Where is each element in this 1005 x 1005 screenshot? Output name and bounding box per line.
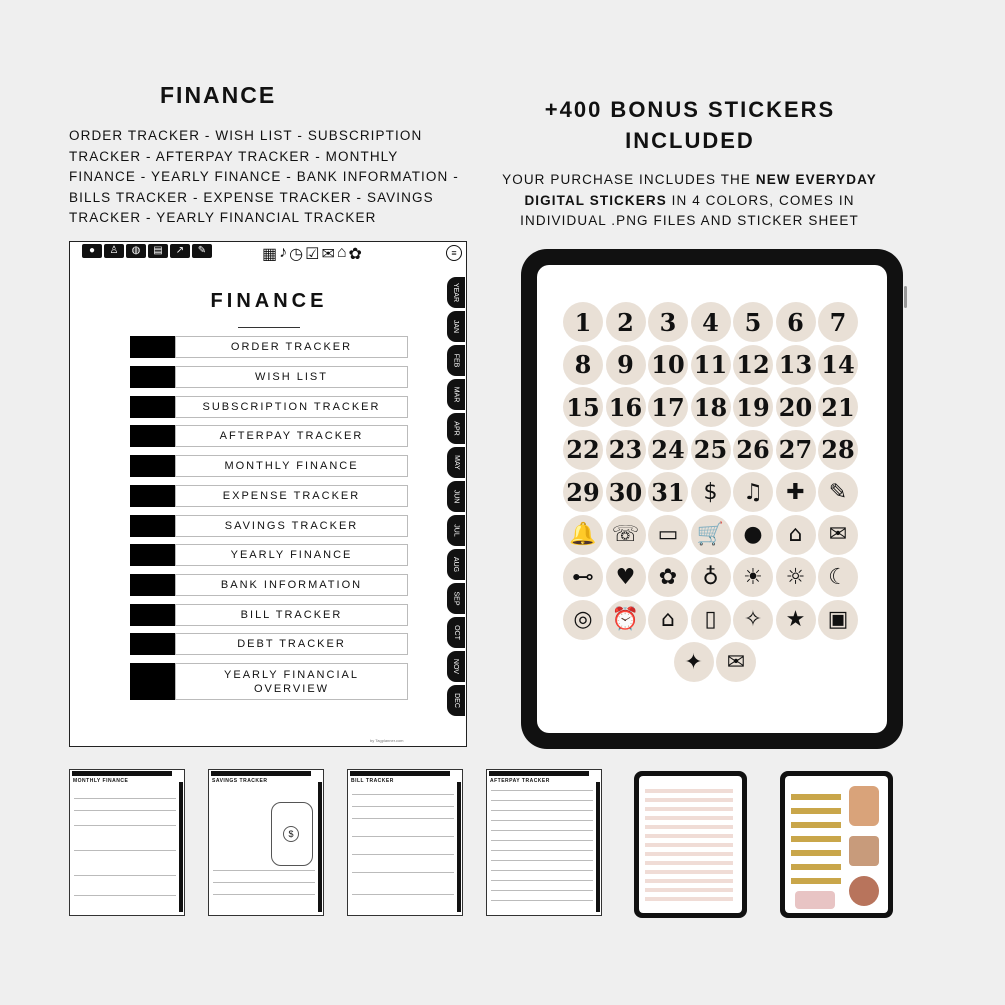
tab-sep[interactable]: SEP xyxy=(447,583,465,614)
sticker-number-20[interactable]: 20 xyxy=(776,387,816,427)
phone-icon[interactable]: ☏ xyxy=(606,515,646,555)
sticker-number-11[interactable]: 11 xyxy=(691,345,731,385)
tab-jul[interactable]: JUL xyxy=(447,515,465,546)
thumb-monthly-finance[interactable]: MONTHLY FINANCE xyxy=(69,769,185,916)
money-icon[interactable]: ▤ xyxy=(148,244,168,258)
finance-description: ORDER TRACKER - WISH LIST - SUBSCRIPTION TRACKER - AFTERPAY TRACKER - MONTHLY FINANCE - YEARLY FINANCE - BANK INFORMATION - BILLS TRACKER - EXPENSE TRACKER - SAVINGS TRACKER - YEARLY FINANCIAL TRACKER xyxy=(69,128,459,225)
sticker-number-7[interactable]: 7 xyxy=(818,302,858,342)
tab-aug[interactable]: AUG xyxy=(447,549,465,580)
cart-icon[interactable]: 🛒 xyxy=(691,515,731,555)
sun-icon[interactable]: ☼ xyxy=(776,557,816,597)
sticker-number-15[interactable]: 15 xyxy=(563,387,603,427)
tab-year[interactable]: YEAR xyxy=(447,277,465,308)
sticker-number-8[interactable]: 8 xyxy=(563,345,603,385)
menu-row-subscription-tracker[interactable]: SUBSCRIPTION TRACKER xyxy=(130,396,408,418)
alarm-clock-icon[interactable]: ⏰ xyxy=(606,600,646,640)
sticker-number-28[interactable]: 28 xyxy=(818,430,858,470)
lightbulb-icon[interactable]: ✧ xyxy=(733,600,773,640)
finance-heading: FINANCE xyxy=(160,82,277,108)
tablet-side-button xyxy=(904,286,907,308)
sticker-number-23[interactable]: 23 xyxy=(606,430,646,470)
thumb-bill-tracker[interactable]: BILL TRACKER xyxy=(347,769,463,916)
sticker-number-13[interactable]: 13 xyxy=(776,345,816,385)
menu-row-bank-information[interactable]: BANK INFORMATION xyxy=(130,574,408,596)
bell-icon[interactable]: 🔔 xyxy=(563,515,603,555)
sticker-number-10[interactable]: 10 xyxy=(648,345,688,385)
paw-icon[interactable]: ✿ xyxy=(648,557,688,597)
chart-icon[interactable]: ↗ xyxy=(170,244,190,258)
tab-feb[interactable]: FEB xyxy=(447,345,465,376)
book-icon[interactable]: ▯ xyxy=(691,600,731,640)
sticker-number-2[interactable]: 2 xyxy=(606,302,646,342)
menu-row-yearly-finance[interactable]: YEARLY FINANCE xyxy=(130,544,408,566)
meditate-icon[interactable]: ♙ xyxy=(104,244,124,258)
tab-may[interactable]: MAY xyxy=(447,447,465,478)
menu-row-bill-tracker[interactable]: BILL TRACKER xyxy=(130,604,408,626)
tab-apr[interactable]: APR xyxy=(447,413,465,444)
mini-tablet-deco-stickers xyxy=(780,771,893,918)
sticker-number-5[interactable]: 5 xyxy=(733,302,773,342)
sticker-number-19[interactable]: 19 xyxy=(733,387,773,427)
sticker-number-26[interactable]: 26 xyxy=(733,430,773,470)
tab-jun[interactable]: JUN xyxy=(447,481,465,512)
menu-row-order-tracker[interactable]: ORDER TRACKER xyxy=(130,336,408,358)
heart-icon[interactable]: ♥ xyxy=(606,557,646,597)
sticker-number-16[interactable]: 16 xyxy=(606,387,646,427)
clock-icon[interactable]: ◷ xyxy=(289,246,304,263)
music-note-icon[interactable]: ♫ xyxy=(733,472,773,512)
sticker-number-9[interactable]: 9 xyxy=(606,345,646,385)
shoe-icon[interactable]: ⌂ xyxy=(776,515,816,555)
bank-icon[interactable]: ⌂ xyxy=(336,244,347,261)
menu-row-monthly-finance[interactable]: MONTHLY FINANCE xyxy=(130,455,408,477)
menu-row-savings-tracker[interactable]: SAVINGS TRACKER xyxy=(130,515,408,537)
sticker-number-22[interactable]: 22 xyxy=(563,430,603,470)
menu-row-expense-tracker[interactable]: EXPENSE TRACKER xyxy=(130,485,408,507)
sticker-number-27[interactable]: 27 xyxy=(776,430,816,470)
sticker-number-17[interactable]: 17 xyxy=(648,387,688,427)
moon-icon[interactable]: ☾ xyxy=(818,557,858,597)
sticker-sheet-screen xyxy=(537,265,887,733)
checklist-icon[interactable]: ☑ xyxy=(305,246,320,263)
thumb-savings-tracker[interactable]: SAVINGS TRACKER $ xyxy=(208,769,324,916)
calendar-icon[interactable]: ▦ xyxy=(262,246,278,263)
sticker-number-6[interactable]: 6 xyxy=(776,302,816,342)
sticker-number-21[interactable]: 21 xyxy=(818,387,858,427)
sticker-number-4[interactable]: 4 xyxy=(691,302,731,342)
sticker-number-3[interactable]: 3 xyxy=(648,302,688,342)
sticker-number-30[interactable]: 30 xyxy=(606,472,646,512)
gift-icon[interactable]: ▣ xyxy=(818,600,858,640)
star-icon[interactable]: ★ xyxy=(776,600,816,640)
tab-dec[interactable]: DEC xyxy=(447,685,465,716)
menu-icon[interactable]: ≡ xyxy=(446,245,462,261)
sparkle-icon[interactable]: ✦ xyxy=(674,642,714,682)
tab-jan[interactable]: JAN xyxy=(447,311,465,342)
target-icon[interactable]: ◎ xyxy=(563,600,603,640)
laptop-icon[interactable]: ▭ xyxy=(648,515,688,555)
sticker-number-25[interactable]: 25 xyxy=(691,430,731,470)
house-icon[interactable]: ⌂ xyxy=(648,600,688,640)
tablet-frame xyxy=(521,249,903,749)
sticker-number-1[interactable]: 1 xyxy=(563,302,603,342)
planner-top-icons-right xyxy=(262,244,362,264)
sticker-number-31[interactable]: 31 xyxy=(648,472,688,512)
sticker-number-18[interactable]: 18 xyxy=(691,387,731,427)
money-envelope-icon[interactable]: ✉ xyxy=(716,642,756,682)
bell-icon[interactable]: ♪ xyxy=(279,244,288,261)
coins-icon[interactable]: ◍ xyxy=(126,244,146,258)
cross-icon[interactable]: ✚ xyxy=(776,472,816,512)
idea-icon[interactable]: ✿ xyxy=(348,246,362,263)
tab-mar[interactable]: MAR xyxy=(447,379,465,410)
menu-row-wish-list[interactable]: WISH LIST xyxy=(130,366,408,388)
planner-title: FINANCE xyxy=(210,290,328,312)
tab-oct[interactable]: OCT xyxy=(447,617,465,648)
user-icon[interactable]: ● xyxy=(82,244,102,258)
drop-icon[interactable]: ● xyxy=(733,515,773,555)
sticker-number-29[interactable]: 29 xyxy=(563,472,603,512)
notepad-icon[interactable]: ✎ xyxy=(818,472,858,512)
mail-icon[interactable]: ✉ xyxy=(321,246,335,263)
tab-nov[interactable]: NOV xyxy=(447,651,465,682)
finance-planner-page xyxy=(69,241,467,747)
menu-row-afterpay-tracker[interactable]: AFTERPAY TRACKER xyxy=(130,425,408,447)
bulb-icon[interactable]: ☀ xyxy=(733,557,773,597)
mini-tablet-label-stickers xyxy=(634,771,747,918)
title-divider xyxy=(238,327,300,328)
notes-icon[interactable]: ✎ xyxy=(192,244,212,258)
planner-top-icons-left xyxy=(82,244,212,258)
dumbbell-icon[interactable]: ⊷ xyxy=(563,557,603,597)
sticker-number-24[interactable]: 24 xyxy=(648,430,688,470)
piggy-bank-icon[interactable]: ♁ xyxy=(691,557,731,597)
planner-credit: by Tagplanner.com xyxy=(370,738,404,743)
bonus-stickers-heading: +400 BONUS STICKERS INCLUDED xyxy=(544,97,836,153)
dollar-icon[interactable]: $ xyxy=(691,472,731,512)
sticker-number-12[interactable]: 12 xyxy=(733,345,773,385)
mail-icon[interactable]: ✉ xyxy=(818,515,858,555)
menu-row-debt-tracker[interactable]: DEBT TRACKER xyxy=(130,633,408,655)
sticker-number-14[interactable]: 14 xyxy=(818,345,858,385)
thumb-afterpay-tracker[interactable]: AFTERPAY TRACKER xyxy=(486,769,602,916)
bonus-stickers-description: YOUR PURCHASE INCLUDES THE NEW EVERYDAY DIGITAL STICKERS IN 4 COLORS, COMES IN INDIVIDUAL .PNG FILES AND STICKER SHEET xyxy=(502,172,877,228)
menu-row-yearly-financial-overview[interactable]: YEARLY FINANCIAL OVERVIEW xyxy=(130,663,408,700)
